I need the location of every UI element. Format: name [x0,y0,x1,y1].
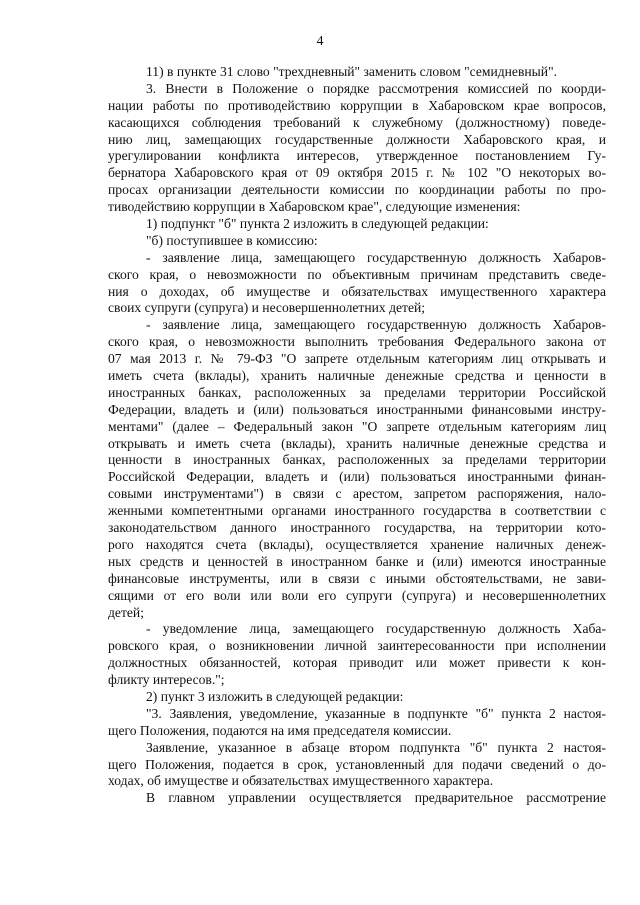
text-line: нию лиц, замещающих государственные должности Хабаровского края, и [108,131,606,147]
text-line: иностранных банках, расположенных за пределами территории Российской [108,384,606,400]
text-line: ных средств и ценностей в иностранном банке и (или) имеются иностранные [108,553,606,569]
text-line: открывать и иметь счета (вклады), хранить наличные денежные средства и [108,435,606,451]
page-number: 4 [316,34,324,49]
text-line: - заявление лица, замещающего государственную должность Хабаров- [146,317,606,333]
text-line: фликту интересов."; [108,672,225,688]
text-line: 11) в пункте 31 слово "трехдневный" заменить словом "семидневный". [146,64,558,79]
text-line: - заявление лица, замещающего государственную должность Хабаров- [146,249,606,265]
text-line: нации работы по противодействию коррупции в Хабаровском крае вопросов, [108,97,606,113]
text-line: сящими от его воли или воли его супруги (супруга) и несовершеннолетних [108,587,606,603]
text-line: ского края, о невозможности по объективным причинам представить сведе- [108,266,606,282]
text-line: совыми инструментами") в связи с арестом, запретом распоряжения, нало- [108,486,606,502]
paragraph [108,689,606,706]
text-line: должностных обязанностей, которая приводит или может привести к кон- [108,655,606,671]
text-line: "3. Заявления, уведомление, указанные в подпункте "б" пункта 2 настоя- [146,705,606,721]
text-line: "б) поступившее в комиссию: [146,232,318,248]
text-line: 1) подпункт "б" пункта 2 изложить в следующей редакции: [146,216,489,232]
text-line: законодательством данного иностранного государства, на территории кото- [108,520,606,536]
paragraph [108,233,606,250]
text-line: 2) пункт 3 изложить в следующей редакции: [146,688,404,704]
paragraph [108,706,606,740]
text-line: касающихся соблюдения требований к служебному (должностному) поведе- [108,114,606,130]
text-line: рого находятся счета (вклады), осуществляется хранение наличных денеж- [108,536,606,552]
document-body [108,64,606,807]
text-line: своих супруги (супруга) и несовершеннолетних детей; [108,300,426,316]
paragraph [108,216,606,233]
text-line: - уведомление лица, замещающего государственную должность Хаба- [146,621,606,637]
paragraph [108,790,606,807]
text-line: финансовые инструменты, или в связи с иными обстоятельствами, не зави- [108,570,606,586]
paragraph [108,64,606,81]
text-line: просах организации деятельности комиссии по координации работы по про- [108,182,606,198]
text-line: Заявление, указанное в абзаце втором подпункта "б" пункта 2 настоя- [146,739,606,755]
text-line: женными компетентными органами иностранного государства в соответствии с [108,503,606,519]
text-line: тиводействию коррупции в Хабаровском крае", следующие изменения: [108,199,521,215]
text-line: ценности в иностранных банках, расположенных за пределами территории [108,452,606,468]
text-line: Российской Федерации, владеть и (или) пользоваться иностранными финан- [108,469,606,485]
text-line: ского края, о невозможности выполнить требования Федерального закона от [108,334,606,350]
paragraph [108,81,606,216]
text-line: ровского края, о возникновении личной заинтересованности при исполнении [108,638,606,654]
text-line: детей; [108,604,144,620]
paragraph [108,317,606,621]
text-line: щего Положения, подается в срок, установленный для подачи сведений о до- [108,756,606,772]
paragraph [108,621,606,689]
text-line: ходах, об имуществе и обязательствах имущественного характера. [108,773,494,789]
text-line: Федерации, владеть и (или) пользоваться иностранными финансовыми инстру- [108,401,606,417]
text-line: В главном управлении осуществляется предварительное рассмотрение [146,790,606,806]
text-line: бернатора Хабаровского края от 09 октября 2015 г. № 102 "О некоторых во- [108,165,606,181]
text-line: щего Положения, подаются на имя председателя комиссии. [108,722,452,738]
text-line: ния о доходах, об имуществе и обязательствах имущественного характера [108,283,606,299]
text-line: урегулировании конфликта интересов, утвержденное постановлением Гу- [108,148,606,164]
text-line: иметь счета (вклады), хранить наличные денежные средства и ценности в [108,368,606,384]
paragraph [108,740,606,791]
text-line: 07 мая 2013 г. № 79-ФЗ "О запрете отдельным категориям лиц открывать и [108,351,606,367]
paragraph [108,250,606,318]
text-line: ментами" (далее – Федеральный закон "О запрете отдельным категориям лиц [108,418,606,434]
text-line: 3. Внести в Положение о порядке рассмотрения комиссией по коорди- [146,80,606,96]
